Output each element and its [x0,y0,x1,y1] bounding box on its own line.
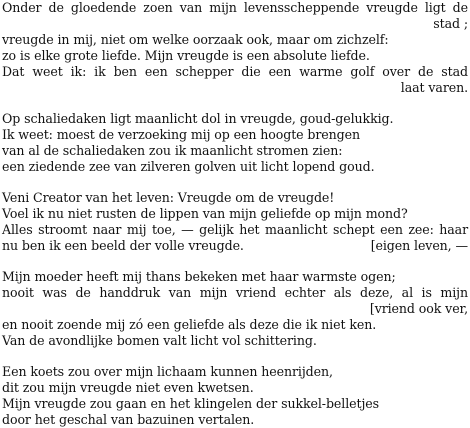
poem-line: door het geschal van bazuinen vertalen. [2,412,255,427]
poem-line: van al de schaliedaken zou ik maanlicht stromen zien: [2,143,343,158]
stanza-gap [2,349,468,364]
poem-line: [vriend ook ver, [369,301,468,316]
poem-line: Mijn moeder heeft mij thans bekeken met haar warmste ogen; [2,269,396,284]
poem-line: dit zou mijn vreugde niet even kwetsen. [2,380,254,395]
poem-line-main: nu ben ik een beeld der volle vreugde. [2,238,244,253]
poem-line: Ik weet: moest de verzoeking mij op een hoogte brengen [2,127,360,142]
poem-line: Onder de gloedende zoen van mijn levensscheppende vreugde ligt de [2,0,468,15]
stanza-4 [2,269,468,349]
stanza-gap [2,254,468,269]
poem-line: Dat weet ik: ik ben een schepper die een warme golf over de stad [2,64,468,79]
poem-line: Van de avondlijke bomen valt licht vol schittering. [2,333,317,348]
poem-line: Veni Creator van het leven: Vreugde om de vreugde! [2,190,335,205]
poem-line: Voel ik nu niet rusten de lippen van mijn geliefde op mijn mond? [2,206,408,221]
poem-line: vreugde in mij, niet om welke oorzaak ook, maar om zichzelf: [2,32,389,47]
stanza-gap [2,175,468,190]
poem-line: Alles stroomt naar mij toe, — gelijk het maanlicht schept een zee: haar [2,222,468,237]
poem-line: en nooit zoende mij zó een geliefde als deze die ik niet ken. [2,317,377,332]
stanza-3 [2,190,468,254]
poem-line-carryover: [eigen leven, — [370,238,468,253]
poem-line: Mijn vreugde zou gaan en het klingelen der sukkel-belletjes [2,396,379,411]
poem-line: stad ; [433,16,468,31]
stanza-5 [2,364,468,428]
stanza-gap [2,96,468,111]
poem-line: een ziedende zee van zilveren golven uit licht lopend goud. [2,159,375,174]
poem-line: zo is elke grote liefde. Mijn vreugde is een absolute liefde. [2,48,370,63]
poem-line: nooit was de handdruk van mijn vriend echter als deze, al is mijn [2,285,468,300]
stanza-1 [2,0,468,96]
poem-line: laat varen. [400,80,468,95]
poem-line: Een koets zou over mijn lichaam kunnen heenrijden, [2,364,333,379]
poem-line: Op schaliedaken ligt maanlicht dol in vreugde, goud-gelukkig. [2,111,394,126]
poem-page [2,0,468,428]
poem-line [2,238,468,254]
stanza-2 [2,111,468,175]
